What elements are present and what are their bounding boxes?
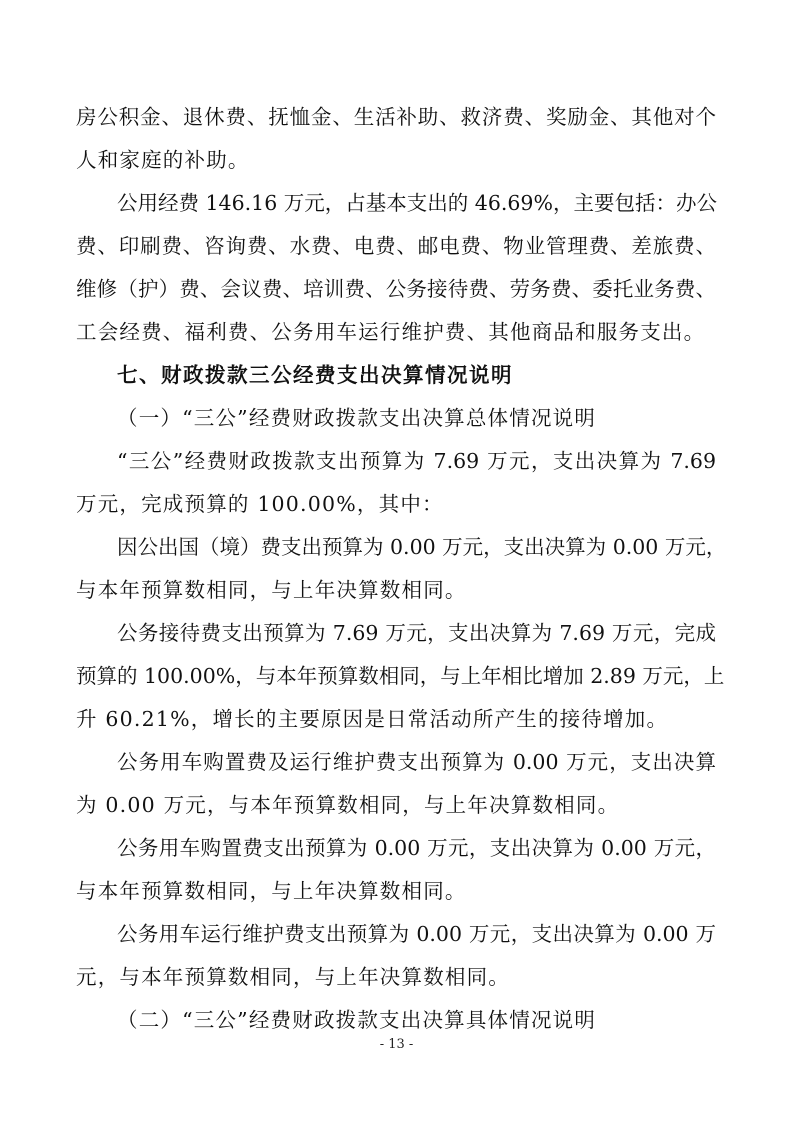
section-heading: 七、财政拨款三公经费支出决算情况说明 <box>117 363 513 387</box>
paragraph-line: 人和家庭的补助。 <box>76 148 250 172</box>
page-number: - 13 - <box>379 1037 414 1052</box>
paragraph-line: 公务用车运行维护费支出预算为 0.00 万元，支出决算为 0.00 万 <box>117 922 716 946</box>
paragraph-line: 升 60.21%，增长的主要原因是日常活动所产生的接待增加。 <box>76 707 669 731</box>
paragraph-line: “三公”经费财政拨款支出预算为 7.69 万元，支出决算为 7.69 <box>117 449 716 473</box>
paragraph-line: 费、印刷费、咨询费、水费、电费、邮电费、物业管理费、差旅费、 <box>76 234 716 258</box>
paragraph-line: 公务用车购置费及运行维护费支出预算为 0.00 万元，支出决算 <box>117 750 716 774</box>
paragraph-line: 与本年预算数相同，与上年决算数相同。 <box>76 879 467 903</box>
paragraph-line: 与本年预算数相同，与上年决算数相同。 <box>76 578 467 602</box>
paragraph-line: 维修（护）费、会议费、培训费、公务接待费、劳务费、委托业务费、 <box>76 277 716 301</box>
paragraph-line: 因公出国（境）费支出预算为 0.00 万元，支出决算为 0.00 万元， <box>117 535 727 559</box>
paragraph-line: 预算的 100.00%，与本年预算数相同，与上年相比增加 2.89 万元，上 <box>76 664 725 688</box>
paragraph-line: 公务用车购置费支出预算为 0.00 万元，支出决算为 0.00 万元， <box>117 836 716 860</box>
paragraph-line: 房公积金、退休费、抚恤金、生活补助、救济费、奖励金、其他对个 <box>76 105 716 129</box>
subsection-heading: （一）“三公”经费财政拨款支出决算总体情况说明 <box>117 406 597 430</box>
paragraph-line: 元，与本年预算数相同，与上年决算数相同。 <box>76 965 510 989</box>
paragraph-line: 公用经费 146.16 万元，占基本支出的 46.69%，主要包括：办公 <box>117 191 717 215</box>
subsection-heading: （二）“三公”经费财政拨款支出决算具体情况说明 <box>117 1008 597 1032</box>
paragraph-line: 工会经费、福利费、公务用车运行维护费、其他商品和服务支出。 <box>76 320 706 344</box>
paragraph-line: 为 0.00 万元，与本年预算数相同，与上年决算数相同。 <box>76 793 620 817</box>
paragraph-line: 公务接待费支出预算为 7.69 万元，支出决算为 7.69 万元，完成 <box>117 621 716 645</box>
paragraph-line: 万元，完成预算的 100.00%，其中： <box>76 492 444 516</box>
